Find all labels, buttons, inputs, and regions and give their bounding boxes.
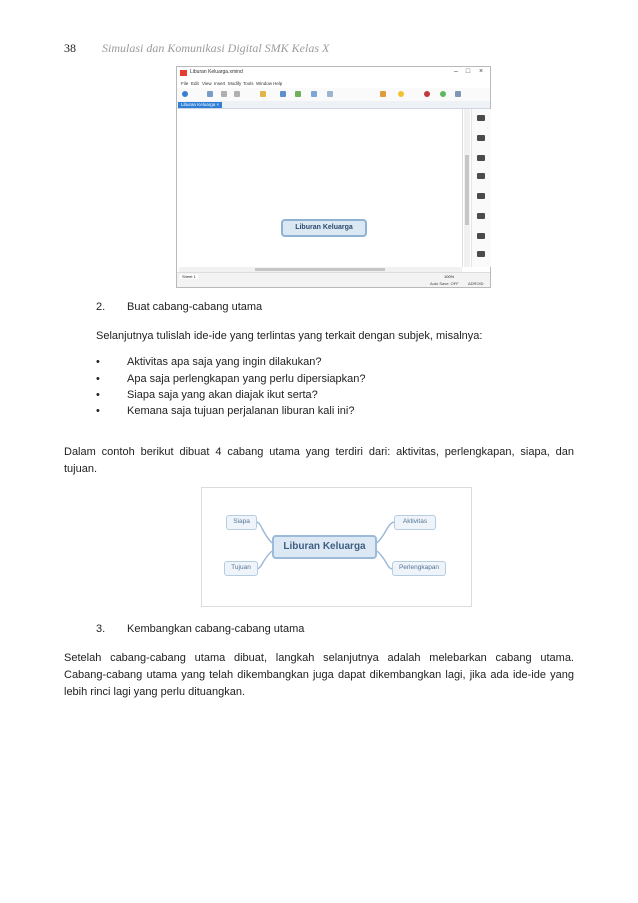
horizontal-scroll-thumb[interactable]	[255, 268, 385, 271]
branch-tujuan: Tujuan	[224, 561, 258, 576]
idea-icon[interactable]	[398, 91, 404, 97]
marker-icon[interactable]	[380, 91, 386, 97]
redo-icon[interactable]	[234, 91, 240, 97]
step-2-number: 2.	[96, 301, 106, 313]
export-icon[interactable]	[455, 91, 461, 97]
window-titlebar	[177, 67, 490, 79]
toolbar	[177, 88, 490, 102]
outline-icon[interactable]	[477, 115, 485, 121]
mindmap-figure	[201, 487, 472, 607]
menu-bar	[177, 79, 490, 88]
sheet-tab[interactable]: Sheet 1	[182, 274, 196, 279]
menu-modify[interactable]: Modify	[228, 81, 242, 86]
step-3-title: Kembangkan cabang-cabang utama	[127, 623, 305, 635]
bullet-marker: •	[96, 389, 100, 401]
central-topic[interactable]: Liburan Keluarga	[281, 219, 367, 237]
format-icon[interactable]	[477, 135, 485, 141]
more-icon[interactable]	[327, 91, 333, 97]
intro-text: Selanjutnya tulislah ide-ide yang terlintas yang terkait dengan subjek, misalnya:	[96, 330, 483, 342]
paragraph-1-line-1: Dalam contoh berikut dibuat 4 cabang utama yang terdiri dari: aktivitas, perlengkapan, siapa, dan	[64, 446, 574, 458]
autosave-status[interactable]: Auto Save: OFF	[430, 281, 459, 286]
menu-view[interactable]: View	[202, 81, 212, 86]
maximize-icon[interactable]: □	[465, 68, 471, 75]
zoom-level[interactable]: 100%	[444, 274, 455, 279]
menu-insert[interactable]: Insert	[214, 81, 226, 86]
bullet-item: Apa saja perlengkapan yang perlu dipersiapkan?	[127, 373, 366, 385]
page-number: 38	[64, 41, 76, 55]
paragraph-2-line-1: Setelah cabang-cabang utama dibuat, langkah selanjutnya adalah melebarkan cabang utama.	[64, 652, 574, 664]
menu-window[interactable]: Window	[256, 81, 273, 86]
mindmap-canvas[interactable]	[179, 109, 463, 267]
right-side-panel	[471, 109, 491, 267]
undo-icon[interactable]	[221, 91, 227, 97]
comments-icon[interactable]	[477, 233, 485, 239]
topic-icon[interactable]	[280, 91, 286, 97]
subtopic-icon[interactable]	[295, 91, 301, 97]
task-icon[interactable]	[477, 251, 485, 257]
check-icon[interactable]	[440, 91, 446, 97]
branch-perlengkapan: Perlengkapan	[392, 561, 446, 576]
folder-icon[interactable]	[260, 91, 266, 97]
tab-liburan-keluarga[interactable]: Liburan Keluarga ×	[178, 102, 222, 108]
notes-icon[interactable]	[477, 213, 485, 219]
paragraph-2-line-2: Cabang-cabang utama yang telah dikembangkan juga dapat dikembangkan lagi, jika ada ide-ide yang	[64, 669, 574, 681]
save-icon[interactable]	[207, 91, 213, 97]
image-icon[interactable]	[477, 155, 485, 161]
status-user: ADROID	[468, 281, 484, 286]
status-bar	[177, 279, 490, 287]
paragraph-2-line-3: lebih rinci lagi yang perlu dituangkan.	[64, 686, 246, 698]
menu-file[interactable]: File	[181, 81, 189, 86]
menu-tools[interactable]: Tools	[243, 81, 254, 86]
menu-edit[interactable]: Edit	[191, 81, 199, 86]
bullet-item: Siapa saja yang akan diajak ikut serta?	[127, 389, 318, 401]
branch-aktivitas: Aktivitas	[394, 515, 436, 530]
window-title: Liburan Keluarga.xmind	[190, 69, 243, 75]
central-topic: Liburan Keluarga	[272, 535, 377, 559]
paragraph-1-line-2: tujuan.	[64, 463, 98, 475]
clipart-icon[interactable]	[477, 193, 485, 199]
branch-siapa: Siapa	[226, 515, 257, 530]
tab-bar	[177, 101, 490, 109]
close-icon[interactable]: ×	[478, 68, 484, 75]
bullet-marker: •	[96, 356, 100, 368]
home-icon[interactable]	[182, 91, 188, 97]
bullet-item: Kemana saja tujuan perjalanan liburan kali ini?	[127, 405, 355, 417]
step-2-title: Buat cabang-cabang utama	[127, 301, 263, 313]
share-icon[interactable]	[424, 91, 430, 97]
step-3-number: 3.	[96, 623, 106, 635]
menu-help[interactable]: Help	[273, 81, 283, 86]
boundary-icon[interactable]	[311, 91, 317, 97]
bullet-marker: •	[96, 373, 100, 385]
running-header-title: Simulasi dan Komunikasi Digital SMK Kelas X	[102, 41, 330, 55]
bullet-item: Aktivitas apa saja yang ingin dilakukan?	[127, 356, 322, 368]
bullet-marker: •	[96, 405, 100, 417]
xmind-logo-icon	[180, 70, 187, 76]
flag-icon[interactable]	[477, 173, 485, 179]
minimize-icon[interactable]: –	[454, 68, 458, 75]
vertical-scroll-thumb[interactable]	[465, 155, 469, 225]
xmind-screenshot	[176, 66, 491, 288]
